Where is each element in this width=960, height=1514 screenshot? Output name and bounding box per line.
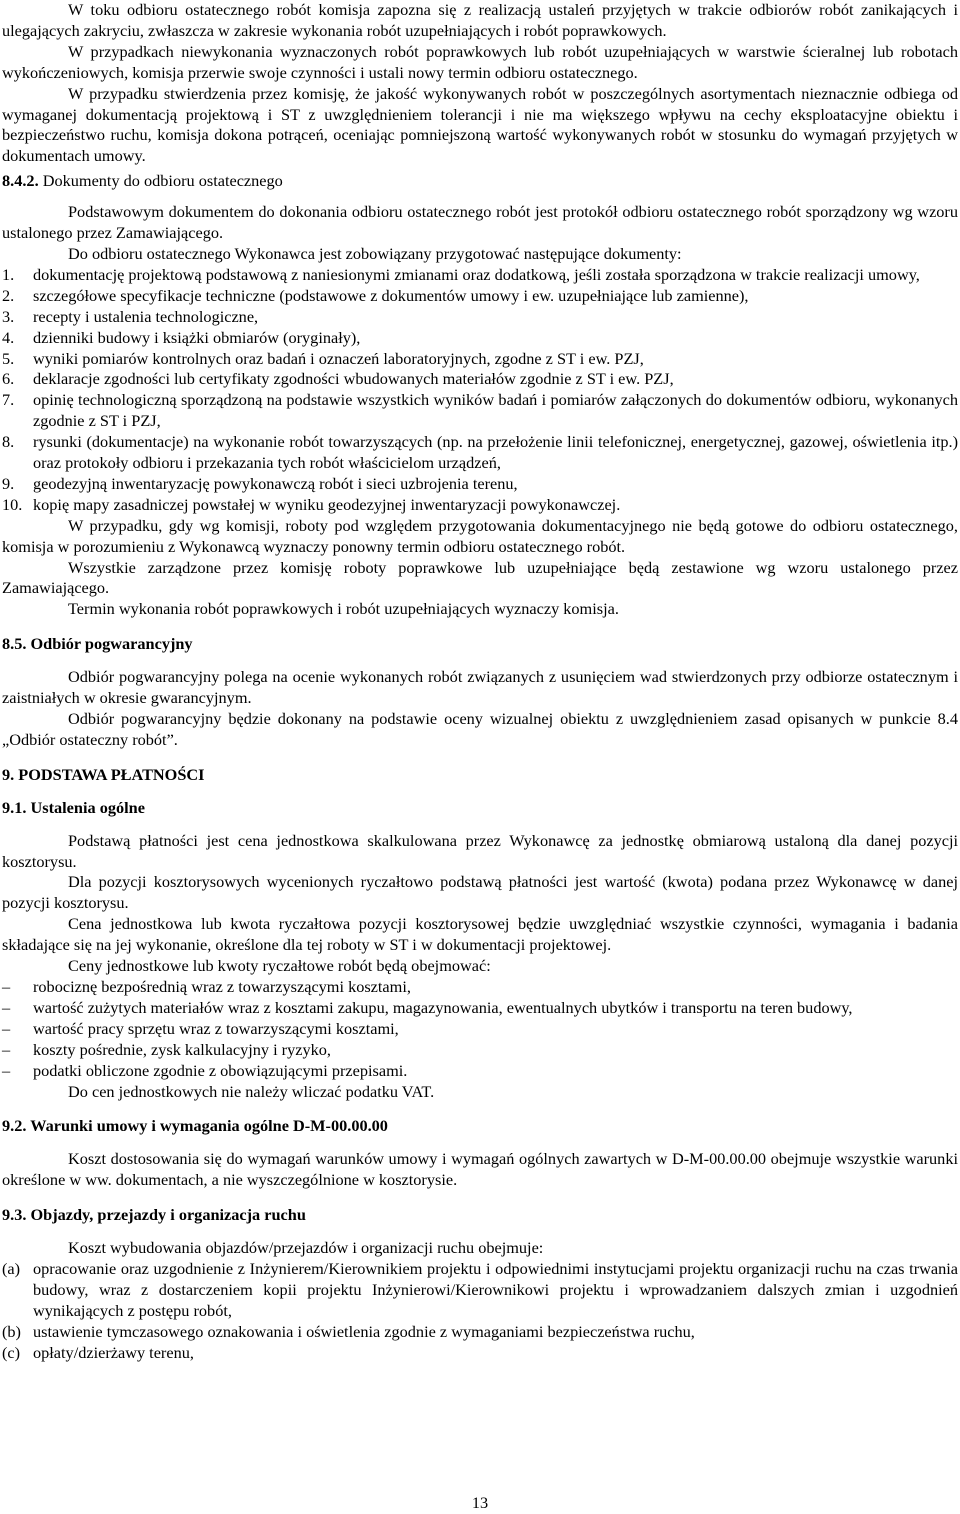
list-item: 10. kopię mapy zasadniczej powstałej w wyniku geodezyjnej inwentaryzacji powykonawczej. bbox=[2, 494, 621, 514]
document-page bbox=[2, 0, 958, 1363]
list-item: – koszty pośrednie, zysk kalkulacyjny i ryzyko, bbox=[2, 1039, 331, 1059]
paragraph: W przypadku, gdy wg komisji, roboty pod względem przygotowania dokumentacyjnego nie będą gotowe do odbioru ostatecznego, komisja w porozumieniu z Wykonawcą wyznaczy ponowny termin odbioru ostatecznego robót. bbox=[2, 515, 958, 556]
list-item: 6. deklaracje zgodności lub certyfikaty zgodności wbudowanych materiałów zgodnie z ST i ew. PZJ, bbox=[2, 369, 674, 389]
page-number: 13 bbox=[471, 1493, 489, 1512]
paragraph: Dla pozycji kosztorysowych wycenionych ryczałtowo podstawą płatności jest wartość (kwota) podana przez Wykonawcę w danej pozycji kosztorysu. bbox=[2, 872, 958, 913]
section-heading-9-1: 9.1. Ustalenia ogólne bbox=[2, 797, 145, 817]
paragraph: Ceny jednostkowe lub kwoty ryczałtowe robót będą obejmować: bbox=[68, 956, 491, 976]
section-heading-9-2: 9.2. Warunki umowy i wymagania ogólne D-M-00.00.00 bbox=[2, 1116, 388, 1136]
paragraph: Koszt wybudowania objazdów/przejazdów i organizacji ruchu obejmuje: bbox=[68, 1238, 544, 1258]
dash-list bbox=[2, 977, 958, 1082]
list-item: 4. dzienniki budowy i książki obmiarów (oryginały), bbox=[2, 327, 361, 347]
paragraph: W przypadku stwierdzenia przez komisję, że jakość wykonywanych robót w poszczególnych asortymentach nieznacznie odbiega od wymaganej dokumentacją projektową i ST z uwzględnieniem tolerancji i nie ma większego wpływu na cechy eksploatacyjne obiektu i bezpieczeństwo ruchu, komisja dokona potrąceń, oceniając pomniejszoną wartość wykonywanych robót w stosunku do wymagań przyjętych w dokumentach umowy. bbox=[2, 83, 958, 166]
list-item: – podatki obliczone zgodnie z obowiązującymi przepisami. bbox=[2, 1060, 408, 1080]
paragraph: Do odbioru ostatecznego Wykonawca jest zobowiązany przygotować następujące dokumenty: bbox=[68, 243, 682, 263]
list-item: 8. rysunki (dokumentacje) na wykonanie robót towarzyszących (np. na przełożenie linii telefonicznej, energetycznej, gazowej, oświetlenia itp.) oraz protokoły odbioru i przekazania tych robót właścicielom urządzeń, bbox=[2, 432, 958, 473]
paragraph: Odbiór pogwarancyjny polega na ocenie wykonanych robót związanych z usunięciem wad stwierdzonych przy odbiorze ostatecznym i zaistniałych w okresie gwarancyjnym. bbox=[2, 667, 958, 708]
list-item: – wartość zużytych materiałów wraz z kosztami zakupu, magazynowania, ewentualnych ubytków i transportu na teren budowy, bbox=[2, 997, 853, 1017]
list-item: – wartość pracy sprzętu wraz z towarzyszącymi kosztami, bbox=[2, 1018, 399, 1038]
paragraph: Cena jednostkowa lub kwota ryczałtowa pozycji kosztorysowej będzie uwzględniać wszystkie czynności, wymagania i badania składające się na jej wykonanie, określone dla tej roboty w ST i w dokumentacji projektowej. bbox=[2, 914, 958, 955]
paragraph: Podstawą płatności jest cena jednostkowa skalkulowana przez Wykonawcę za jednostkę obmiarową ustaloną dla danej pozycji kosztorysu. bbox=[2, 830, 958, 871]
paragraph: Podstawowym dokumentem do dokonania odbioru ostatecznego robót jest protokół odbioru ostatecznego robót sporządzony wg wzoru ustalonego przez Zamawiającego. bbox=[2, 202, 958, 243]
paragraph: Termin wykonania robót poprawkowych i robót uzupełniających wyznaczy komisja. bbox=[68, 599, 619, 619]
numbered-list bbox=[2, 265, 958, 516]
paragraph: Koszt dostosowania się do wymagań warunków umowy i wymagań ogólnych zawartych w D-M-00.00.00 obejmuje wszystkie warunki określone w ww. dokumentach, a nie wyszczególnione w kosztorysie. bbox=[2, 1149, 958, 1190]
list-item: 2. szczegółowe specyfikacje techniczne (podstawowe z dokumentów umowy i ew. uzupełniające lub zamienne), bbox=[2, 285, 749, 305]
list-item: (b) ustawienie tymczasowego oznakowania i oświetlenia zgodnie z wymaganiami bezpieczeństwa ruchu, bbox=[2, 1321, 695, 1341]
paragraph: Do cen jednostkowych nie należy wliczać podatku VAT. bbox=[68, 1081, 435, 1101]
list-item: – robociznę bezpośrednią wraz z towarzyszącymi kosztami, bbox=[2, 976, 411, 996]
list-item: 9. geodezyjną inwentaryzację powykonawczą robót i sieci uzbrojenia terenu, bbox=[2, 473, 518, 493]
paragraph: Wszystkie zarządzone przez komisję roboty poprawkowe lub uzupełniające będą zestawione wg wzoru ustalonego przez Zamawiającego. bbox=[2, 557, 958, 598]
list-item: 5. wyniki pomiarów kontrolnych oraz badań i oznaczeń laboratoryjnych, zgodne z ST i ew. PZJ, bbox=[2, 348, 644, 368]
paragraph: W przypadkach niewykonania wyznaczonych robót poprawkowych lub robót uzupełniających w warstwie ścieralnej lub robotach wykończeniowych, komisja przerwie swoje czynności i ustali nowy termin odbioru ostatecznego. bbox=[2, 41, 958, 82]
section-heading-8-4-2: 8.4.2. Dokumenty do odbioru ostatecznego bbox=[2, 171, 283, 191]
list-item: 3. recepty i ustalenia technologiczne, bbox=[2, 306, 259, 326]
list-item: 1. dokumentację projektową podstawową z naniesionymi zmianami oraz dodatkową, jeśli została sporządzona w trakcie realizacji umowy, bbox=[2, 264, 920, 284]
lettered-list bbox=[2, 1259, 958, 1364]
list-item: (c) opłaty/dzierżawy terenu, bbox=[2, 1342, 194, 1362]
section-heading-8-5: 8.5. Odbiór pogwarancyjny bbox=[2, 634, 193, 654]
list-item: 7. opinię technologiczną sporządzoną na podstawie wszystkich wyników badań i pomiarów załączonych do dokumentów odbioru, wykonanych zgodnie z ST i PZJ, bbox=[2, 390, 958, 431]
list-item: (a) opracowanie oraz uzgodnienie z Inżynierem/Kierownikiem projektu i odpowiednimi instytucjami projektu organizacji ruchu na czas trwania budowy, wraz z dostarczeniem kopii projektu Inżynierowi/Kierownikowi projektu i wprowadzaniem dalszych zmian i uzgodnień wynikających z postępu robót, bbox=[2, 1258, 958, 1320]
section-heading-9-3: 9.3. Objazdy, przejazdy i organizacja ruchu bbox=[2, 1205, 306, 1225]
paragraph: Odbiór pogwarancyjny będzie dokonany na podstawie oceny wizualnej obiektu z uwzględnieniem zasad opisanych w punkcie 8.4 „Odbiór ostateczny robót”. bbox=[2, 709, 958, 749]
paragraph: W toku odbioru ostatecznego robót komisja zapozna się z realizacją ustaleń przyjętych w trakcie odbiorów robót zanikających i ulegających zakryciu, zwłaszcza w zakresie wykonania robót uzupełniających i robót poprawkowych. bbox=[2, 0, 958, 40]
section-heading-9: 9. PODSTAWA PŁATNOŚCI bbox=[2, 764, 205, 784]
